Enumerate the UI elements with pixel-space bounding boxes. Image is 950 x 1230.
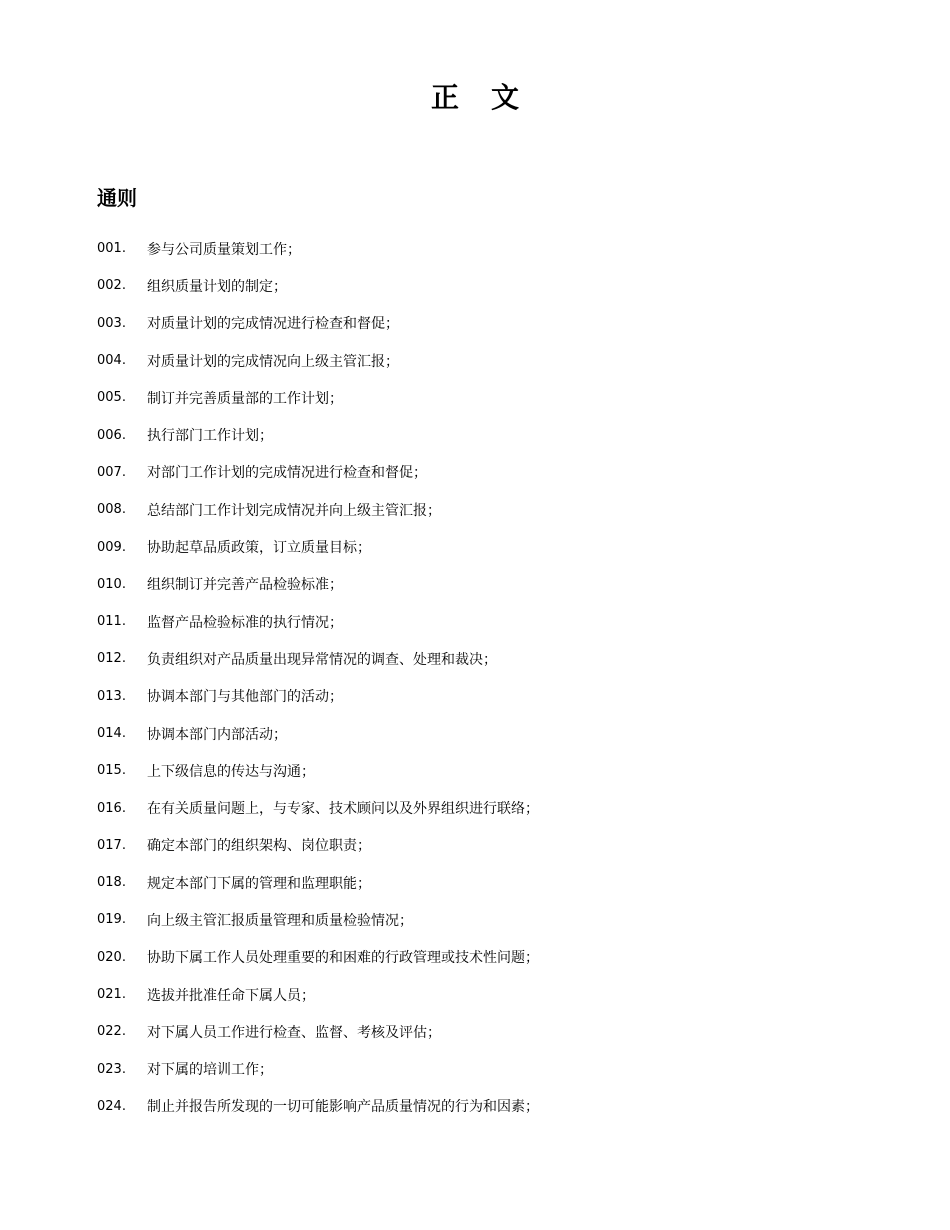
list-item (97, 901, 897, 938)
item-text: 制订并完善质量部的工作计划； (147, 390, 343, 407)
item-text: 协调本部门与其他部门的活动； (147, 689, 343, 706)
item-number: 012. (97, 651, 126, 667)
item-text: 组织质量计划的制定； (147, 278, 287, 295)
list-item (97, 752, 897, 789)
item-number: 008. (97, 502, 126, 518)
item-text: 对质量计划的完成情况向上级主管汇报； (147, 353, 399, 370)
item-text: 选拔并批准任命下属人员； (147, 987, 315, 1004)
list-item (97, 827, 897, 864)
item-text: 确定本部门的组织架构、岗位职责； (147, 838, 371, 855)
list-item (97, 715, 897, 752)
item-number: 016. (97, 800, 126, 816)
item-text: 规定本部门下属的管理和监理职能； (147, 875, 371, 892)
item-number: 009. (97, 539, 126, 555)
item-number: 014. (97, 726, 126, 741)
item-number: 023. (97, 1061, 126, 1077)
list-item (97, 678, 897, 715)
list-item (97, 305, 897, 342)
item-number: 006. (97, 427, 126, 443)
item-text: 执行部门工作计划； (147, 428, 273, 445)
item-number: 019. (97, 912, 126, 928)
list-item (97, 976, 897, 1013)
item-text: 负责组织对产品质量出现异常情况的调查、处理和裁决； (147, 651, 497, 668)
list-item (97, 1088, 897, 1125)
item-text: 上下级信息的传达与沟通； (147, 763, 315, 780)
item-text: 协调本部门内部活动； (147, 726, 287, 743)
list-item (97, 528, 897, 565)
item-number: 017. (97, 837, 126, 853)
item-number: 001. (97, 241, 126, 257)
item-number: 010. (97, 576, 126, 592)
list-item (97, 416, 897, 453)
list-item (97, 603, 897, 640)
item-number: 015. (97, 763, 126, 779)
item-text: 参与公司质量策划工作； (147, 241, 301, 258)
item-number: 022. (97, 1024, 126, 1040)
item-text: 协助下属工作人员处理重要的和困难的行政管理或技术性问题； (147, 950, 539, 967)
list-item (97, 566, 897, 603)
item-number: 021. (97, 987, 126, 1003)
list-item (97, 491, 897, 528)
item-number: 011. (97, 614, 126, 630)
list-item (97, 789, 897, 826)
list-item (97, 342, 897, 379)
item-number: 002. (97, 278, 126, 294)
list-item (97, 864, 897, 901)
section-heading: 通则 (97, 186, 137, 210)
item-number: 018. (97, 875, 126, 891)
item-text: 对部门工作计划的完成情况进行检查和督促； (147, 465, 427, 482)
list-item (97, 230, 897, 267)
list-item (97, 1051, 897, 1088)
item-number: 013. (97, 688, 126, 704)
item-number: 004. (97, 353, 126, 369)
item-number: 003. (97, 315, 126, 331)
item-number: 005. (97, 390, 126, 406)
item-text: 在有关质量问题上，与专家、技术顾问以及外界组织进行联络； (147, 801, 539, 818)
list-item (97, 267, 897, 304)
item-list (97, 230, 897, 1125)
item-text: 协助起草品质政策，订立质量目标； (147, 540, 371, 557)
item-text: 总结部门工作计划完成情况并向上级主管汇报； (147, 502, 441, 519)
item-text: 对下属人员工作进行检查、监督、考核及评估； (147, 1024, 441, 1041)
item-number: 007. (97, 464, 126, 480)
list-item (97, 640, 897, 677)
list-item (97, 1013, 897, 1050)
item-text: 对下属的培训工作； (147, 1062, 273, 1079)
page-title: 正文 (430, 81, 551, 114)
item-text: 监督产品检验标准的执行情况； (147, 614, 343, 631)
item-number: 024. (97, 1098, 126, 1114)
item-text: 制止并报告所发现的一切可能影响产品质量情况的行为和因素； (147, 1099, 539, 1116)
item-text: 向上级主管汇报质量管理和质量检验情况； (147, 912, 413, 929)
list-item (97, 939, 897, 976)
item-text: 对质量计划的完成情况进行检查和督促； (147, 316, 399, 333)
list-item (97, 379, 897, 416)
list-item (97, 454, 897, 491)
item-text: 组织制订并完善产品检验标准； (147, 577, 343, 594)
item-number: 020. (97, 949, 126, 965)
